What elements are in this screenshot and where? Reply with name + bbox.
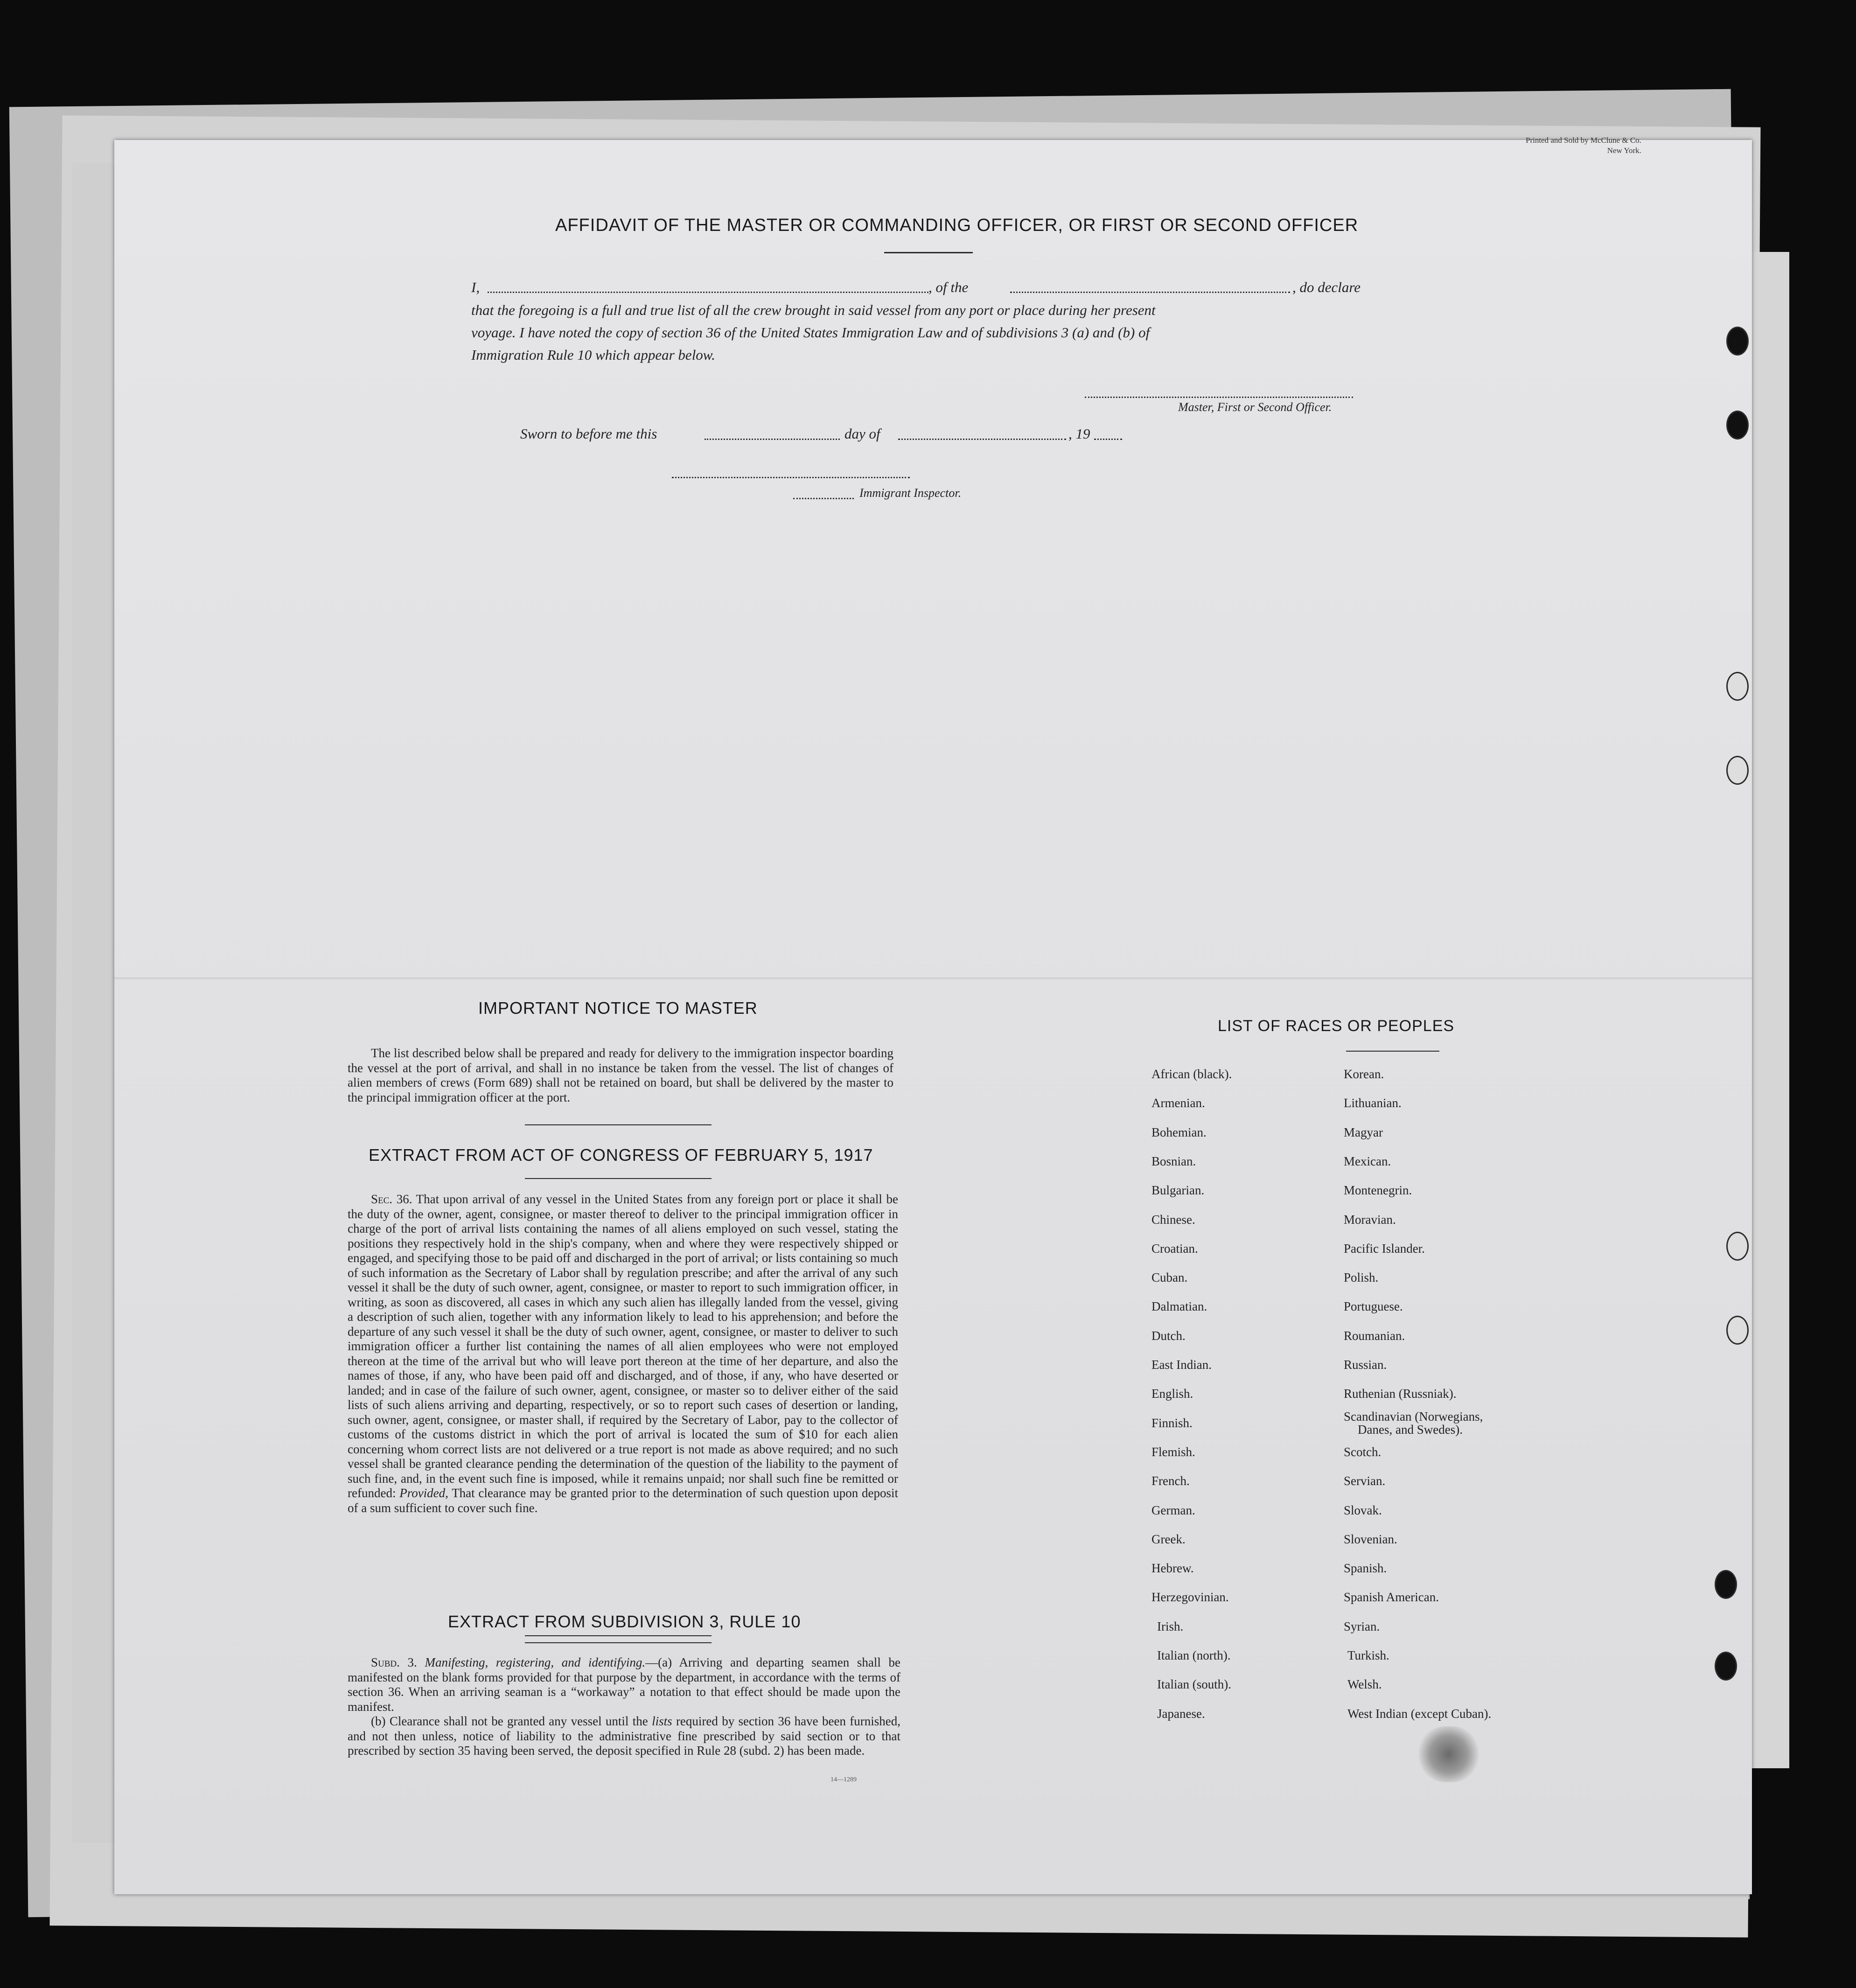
race-item: Dalmatian. [1151,1299,1207,1314]
race-item-continuation: Danes, and Swedes). [1358,1422,1463,1437]
binder-hole [1726,672,1749,701]
sec-label: Sec. 36. [371,1192,412,1206]
section-rule [525,1635,712,1636]
subd-label: Subd. 3. [371,1655,417,1669]
race-item: Lithuanian. [1344,1096,1402,1110]
race-item: Cuban. [1151,1270,1188,1285]
notice-text: The list described below shall be prepared and ready for delivery to the immigration inspector boarding the vessel at the port of arrival, and shall in no instance be taken from the vessel. The list of changes of alien members of crews (Form 689) shall not be retained on board, but shall be delivered by the master to the principal immigration officer at the port. [348,1046,893,1104]
inspector-lead-dots [793,498,854,499]
subd-heading: Manifesting, registering, and identifying. [425,1655,646,1669]
race-item: Pacific Islander. [1344,1241,1425,1256]
printer-imprint [1526,135,1641,156]
race-item: Turkish. [1347,1648,1389,1662]
race-item: Chinese. [1151,1212,1195,1227]
b-text-1: Clearance shall not be granted any vessel until the [389,1714,648,1728]
race-item: Irish. [1157,1619,1184,1633]
race-item: East Indian. [1151,1358,1212,1372]
act-title: EXTRACT FROM ACT OF CONGRESS OF FEBRUARY 5, 1917 [369,1145,873,1165]
race-item: Greek. [1151,1532,1186,1546]
affidavit-line: that the foregoing is a full and true list of all the crew brought in said vessel from any port or place during her present [471,302,1156,318]
races-title: LIST OF RACES OR PEOPLES [1218,1017,1455,1035]
race-item: Syrian. [1344,1619,1380,1633]
master-signature-label: Master, First or Second Officer. [1178,400,1332,414]
race-item: Korean. [1344,1067,1384,1081]
binder-hole [1726,327,1749,356]
affidavit-i: I, [471,279,480,295]
race-item: Scandinavian (Norwegians, [1344,1409,1483,1423]
race-item: Russian. [1344,1358,1387,1372]
act-text-b: That clearance may be granted prior to the determination of such question upon deposit of a sum sufficient to cover such fine. [348,1486,899,1515]
race-item: Ruthenian (Russniak). [1344,1387,1457,1401]
race-item: Slovenian. [1344,1532,1397,1546]
race-item: Italian (south). [1157,1677,1231,1692]
race-item: Roumanian. [1344,1328,1405,1343]
race-item: Welsh. [1347,1677,1382,1692]
section-rule [525,1124,712,1125]
race-item: Servian. [1344,1474,1386,1488]
race-item: Armenian. [1151,1096,1205,1110]
races-rule [1346,1051,1439,1052]
race-item: Bohemian. [1151,1125,1207,1139]
day-blank[interactable] [705,439,840,440]
affidavit-do-declare: , do declare [1292,279,1361,295]
document-sheet [114,140,1752,1894]
binder-hole [1715,1570,1737,1599]
inspector-signature-blank[interactable] [672,477,910,478]
affidavit-of-the: , of the [928,279,969,295]
notice-title: IMPORTANT NOTICE TO MASTER [478,998,758,1018]
name-blank[interactable] [488,292,928,293]
race-item: Scotch. [1344,1444,1382,1459]
vessel-blank[interactable] [1010,292,1290,293]
race-item: West Indian (except Cuban). [1347,1706,1492,1721]
provided-label: Provided, [399,1486,448,1500]
race-item: Herzegovinian. [1151,1590,1229,1604]
binder-hole [1726,1232,1749,1261]
day-of-label: day of [844,426,880,442]
sworn-label: Sworn to before me this [520,426,657,442]
race-item: Bosnian. [1151,1154,1196,1168]
lined-paper-edge [72,163,114,1843]
master-signature-blank[interactable] [1085,397,1353,398]
binder-hole [1726,411,1749,439]
race-item: Hebrew. [1151,1561,1194,1576]
month-blank[interactable] [898,439,1066,440]
race-item: Slovak. [1344,1503,1382,1517]
race-item: Magyar [1344,1125,1383,1139]
race-item: Moravian. [1344,1212,1396,1227]
ink-stain [1418,1726,1479,1782]
race-item: German. [1151,1503,1195,1517]
title-rule [884,252,973,253]
form-number: 14—1289 [830,1776,857,1783]
race-item: Japanese. [1157,1706,1205,1721]
section-rule [525,1178,712,1179]
b-lists: lists [652,1714,672,1728]
race-item: Croatian. [1151,1241,1198,1256]
act-text [348,1192,898,1515]
a-text: Arriving and departing seamen shall be manifested on the blank forms provided for that purpose by the department, in accordance with the terms of section 36. When an arriving seaman is a “workaway” a notation to that effect should be made upon the manifest. [348,1655,901,1714]
printer-line: Printed and Sold by McClune & Co. [1526,136,1641,145]
race-item: Finnish. [1151,1416,1193,1430]
rule-title: EXTRACT FROM SUBDIVISION 3, RULE 10 [448,1612,801,1631]
act-text-a: That upon arrival of any vessel in the United States from any foreign port or place it shall be the duty of the owner, agent, consignee, or master thereof to deliver to the principal immigration officer in charge of the port of arrival lists containing the names of all aliens employed on such vessel, stating the positions they respectively hold in the ship's company, when and where they were respectively shipped or engaged, and specifying those to be paid off and discharged in the port of arrival; or lists containing so much of such information as the Secretary of Labor shall by regulation prescribe; and after the arrival of any such vessel it shall be the duty of such owner, agent, consignee, or master to report to such immigration officer, in writing, as soon as discovered, all cases in which any such alien has illegally landed from the vessel, giving a description of such alien, together with any information likely to lead to his apprehension; and before the departure of any such vessel it shall be the duty of such owner, agent, consignee, or master to deliver to such immigration officer a further list containing the names of all alien employees who were not employed thereon at the time of the arrival but who will leave port thereon at the time of her departure, and also the names of those, if any, who have been paid off and discharged, and of those, if any, who have deserted or landed; and in case of the failure of such owner, agent, consignee, or master so to deliver either of the said lists of such aliens arriving and departing, respectively, or so to report such cases of desertion or landing, such owner, agent, consignee, or master shall, if required by the Secretary of Labor, pay to the collector of customs of the customs district in which the port of arrival is located the sum of $10 for each alien concerning whom correct lists are not delivered or a true report is not made as above required; and no such vessel shall be granted clearance pending the determination of the question of the liability to the payment of such fine, and, in the event such fine is imposed, while it remains unpaid; nor shall such fine be remitted or refunded: [348,1192,898,1500]
race-item: Portuguese. [1344,1299,1403,1314]
affidavit-line: voyage. I have noted the copy of section 36 of the United States Immigration Law and of subdivisions 3 (a) and (b) of [471,324,1150,341]
race-item: Italian (north). [1157,1648,1231,1662]
page-fold [114,977,1752,980]
inspector-label: Immigrant Inspector. [859,486,962,500]
rule-text [348,1655,900,1758]
b-label: (b) [371,1714,386,1728]
binder-hole [1726,1316,1749,1345]
section-rule [525,1642,712,1643]
race-item: English. [1151,1387,1193,1401]
race-item: Spanish. [1344,1561,1387,1576]
affidavit-line: Immigration Rule 10 which appear below. [471,347,715,363]
year-blank[interactable] [1094,439,1122,440]
race-item: Spanish American. [1344,1590,1439,1604]
race-item: African (black). [1151,1067,1232,1081]
affidavit-title: AFFIDAVIT OF THE MASTER OR COMMANDING OFFICER, OR FIRST OR SECOND OFFICER [555,216,1359,235]
year-label: , 19 [1068,426,1090,442]
race-item: Mexican. [1344,1154,1391,1168]
race-item: Polish. [1344,1270,1379,1285]
printer-line: New York. [1607,146,1641,155]
b-text-2: required by section 36 have been furnished, and not then unless, notice of liability to the administrative fine prescribed by said section or to that prescribed by section 35 having been served, the deposit specified in Rule 28 (subd. 2) has been made. [348,1714,900,1758]
race-item: Bulgarian. [1151,1183,1205,1198]
binder-hole [1726,756,1749,785]
race-item: Montenegrin. [1344,1183,1412,1198]
a-label: —(a) [645,1655,672,1669]
race-item: Dutch. [1151,1328,1186,1343]
binder-hole [1715,1652,1737,1681]
race-item: Flemish. [1151,1444,1195,1459]
race-item: French. [1151,1474,1190,1488]
